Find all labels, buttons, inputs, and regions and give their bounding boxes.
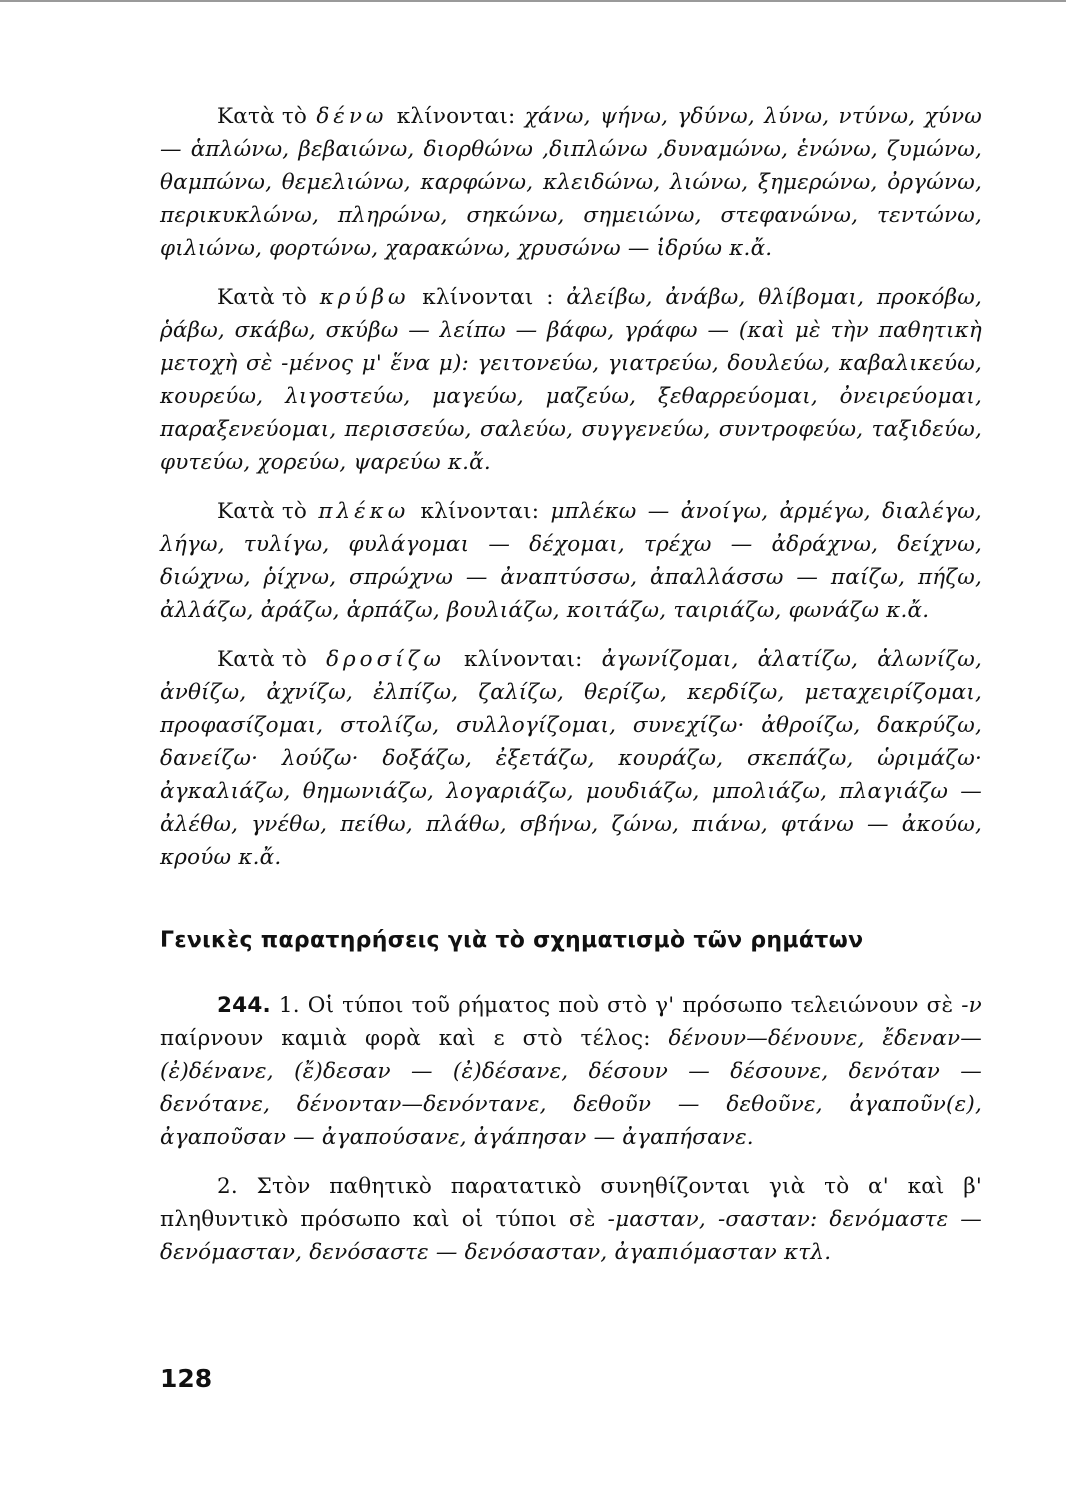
- paragraph-prefix: Κατὰ τὸ: [217, 499, 308, 524]
- paragraph-pleko: [160, 495, 982, 627]
- paragraph-prefix: Κατὰ τὸ: [217, 104, 308, 129]
- paragraph-prefix: Κατὰ τὸ: [217, 647, 308, 672]
- paragraph-kryvo: [160, 281, 982, 479]
- model-verb-keyword: δένω: [316, 104, 388, 129]
- verb-list: μπλέκω — ἀνοίγω, ἀρμέγω, διαλέγω, λήγω, τυλίγω, φυλάγομαι — δέχομαι, τρέχω — ἀδράχνω, δείχνω, διώχνω, ῥίχνω, σπρώχνω — ἀναπτύσσω, ἀπαλλάσσω — παίζω, πήζω, ἀλλάζω, ἀράζω, ἁρπάζω, βουλιάζω, κοιτάζω, ταιριάζω, φωνάζω κ.ἄ.: [160, 499, 982, 623]
- paragraph-244-1: [160, 989, 982, 1154]
- paragraph-drosizo: [160, 643, 982, 874]
- page-content: [160, 100, 982, 1285]
- paragraph-intro: κλίνονται:: [420, 499, 540, 524]
- verb-forms: δένουν—δένουνε, ἔδεναν—(ἐ)δένανε, (ἔ)δεσαν — (ἐ)δέσανε, δέσουν — δέσουνε, δενόταν — δενότανε, δένονταν—δενόντανε, δεθοῦν — δεθοῦνε, ἀγαποῦν(ε), ἀγαποῦσαν — ἀγαπούσανε, ἀγάπησαν — ἀγαπήσανε.: [160, 1026, 982, 1150]
- paragraph-text: 2. Στὸν παθητικὸ παρατατικὸ συνηθίζονται γιὰ τὸ α' καὶ β' πληθυντικὸ πρόσωπο καὶ οἱ τύποι σὲ: [160, 1174, 982, 1232]
- paragraph-244-2: [160, 1170, 982, 1269]
- paragraph-deno: [160, 100, 982, 265]
- page-number: 128: [160, 1364, 213, 1393]
- paragraph-prefix: Κατὰ τὸ: [217, 285, 308, 310]
- model-verb-keyword: πλέκω: [318, 499, 410, 524]
- verb-list: ἀλείβω, ἀνάβω, θλίβομαι, προκόβω, ῥάβω, σκάβω, σκύβω — λείπω — βάφω, γράφω — (καὶ μὲ τὴν παθητικὴ μετοχὴ σὲ -μένος μ' ἕνα μ): γειτονεύω, γιατρεύω, δουλεύω, καβαλικεύω, κουρεύω, λιγοστεύω, μαγεύω, μαζεύω, ξεθαρρεύομαι, ὀνειρεύομαι, παραξενεύομαι, περισσεύω, σαλεύω, συγγενεύω, συντροφεύω, ταξιδεύω, φυτεύω, χορεύω, ψαρεύω κ.ἄ.: [160, 285, 982, 475]
- verb-forms: δενόμαστε — δενόμασταν, δενόσαστε — δενόσασταν, ἀγαπιόμασταν κτλ.: [160, 1207, 983, 1265]
- paragraph-intro: κλίνονται :: [422, 285, 554, 310]
- ending-suffix: -μασταν, -σασταν:: [607, 1207, 818, 1232]
- paragraph-text: παίρνουν καμιὰ φορὰ καὶ ε στὸ τέλος:: [160, 1026, 651, 1051]
- ending-suffix: -ν: [961, 993, 982, 1018]
- section-heading: Γενικὲς παρατηρήσεις γιὰ τὸ σχηματισμὸ τῶν ρημάτων: [160, 928, 864, 953]
- paragraph-intro: κλίνονται:: [396, 104, 516, 129]
- paragraph-text: 1. Οἱ τύποι τοῦ ρήματος ποὺ στὸ γ' πρόσωπο τελειώνουν σὲ: [278, 993, 954, 1018]
- verb-list: χάνω, ψήνω, γδύνω, λύνω, ντύνω, χύνω — ἁπλώνω, βεβαιώνω, διορθώνω ,διπλώνω ,δυναμώνω, ἑνώνω, ζυμώνω, θαμπώνω, θεμελιώνω, καρφώνω, κλειδώνω, λιώνω, ξημερώνω, ὀργώνω, περικυκλώνω, πληρώνω, σηκώνω, σημειώνω, στεφανώνω, τεντώνω, φιλιώνω, φορτώνω, χαρακώνω, χρυσώνω — ἱδρύω κ.ἄ.: [160, 104, 982, 261]
- top-edge-rule: [0, 0, 1066, 2]
- model-verb-keyword: κρύβω: [319, 285, 410, 310]
- paragraph-intro: κλίνονται:: [463, 647, 583, 672]
- section-number: 244.: [217, 993, 271, 1018]
- model-verb-keyword: δροσίζω: [326, 647, 445, 672]
- verb-list: ἀγωνίζομαι, ἁλατίζω, ἁλωνίζω, ἀνθίζω, ἀχνίζω, ἐλπίζω, ζαλίζω, θερίζω, κερδίζω, μεταχειρίζομαι, προφασίζομαι, στολίζω, συλλογίζομαι, συνεχίζω· ἀθροίζω, δακρύζω, δανείζω· λούζω· δοξάζω, ἐξετάζω, κουράζω, σκεπάζω, ὡριμάζω· ἀγκαλιάζω, θημωνιάζω, λογαριάζω, μουδιάζω, μπολιάζω, πλαγιάζω — ἀλέθω, γνέθω, πείθω, πλάθω, σβήνω, ζώνω, πιάνω, φτάνω — ἀκούω, κρούω κ.ἄ.: [160, 647, 982, 870]
